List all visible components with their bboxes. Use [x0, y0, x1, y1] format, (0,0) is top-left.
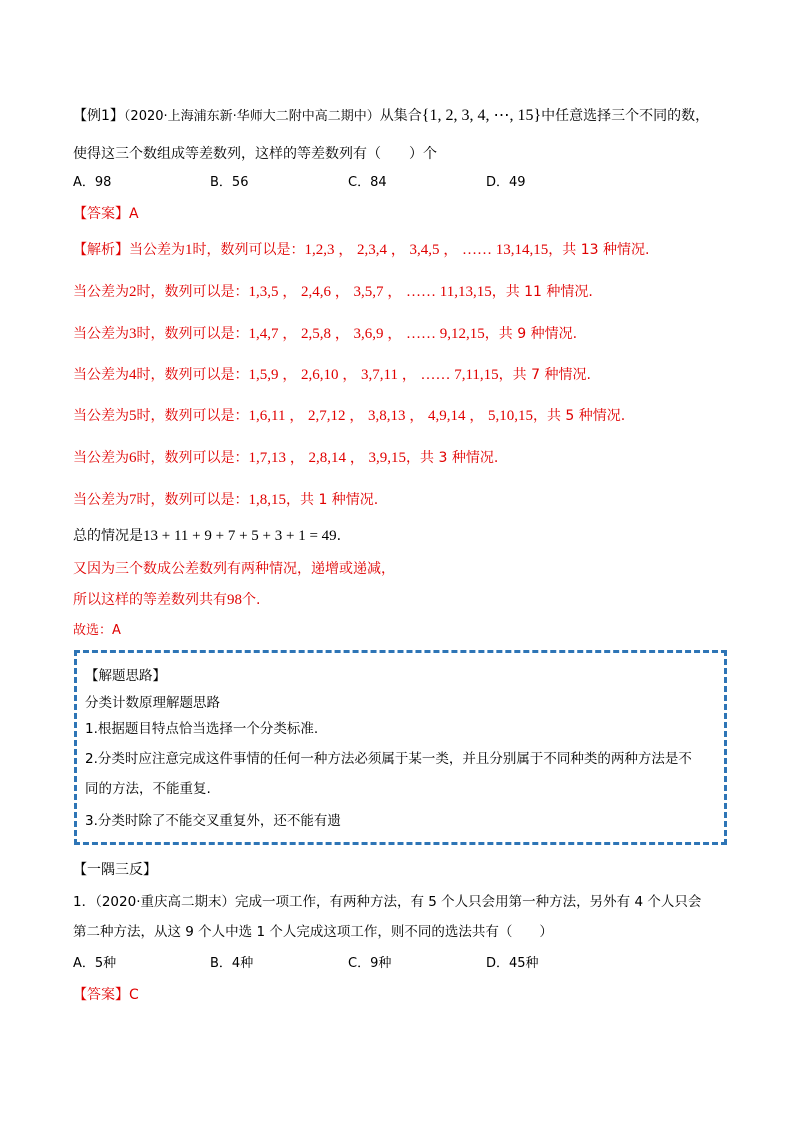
- analysis-mid: 时，数列可以是：: [136, 326, 249, 342]
- analysis-pre: 当公差为: [73, 326, 129, 342]
- analysis-d: 1: [185, 242, 193, 258]
- example1-option-b: B．56: [210, 175, 249, 190]
- analysis-line-6: [73, 448, 498, 468]
- total-pre: 总的情况是: [73, 528, 143, 544]
- practice-heading: 【一隅三反】: [73, 862, 157, 878]
- analysis-post: ，共 13 种情况.: [548, 242, 650, 258]
- example1-option-a: A．98: [73, 175, 112, 190]
- analysis-post: ，共 9 种情况.: [484, 326, 578, 342]
- analysis-mid: 时，数列可以是：: [136, 367, 249, 383]
- analysis-mid: 时，数列可以是：: [192, 242, 305, 258]
- analysis-d: 7: [129, 492, 137, 508]
- analysis-total: [73, 526, 341, 546]
- analysis-seqs: 1,8,15: [248, 492, 286, 508]
- analysis-d: 4: [129, 367, 137, 383]
- answer-value: A: [129, 206, 139, 222]
- example1-stem-a: 从集合: [379, 108, 422, 124]
- analysis-pre: 当公差为: [73, 367, 129, 383]
- analysis-pre: 当公差为: [73, 492, 129, 508]
- example1-stem-b: 中任意选择三个不同的数，: [541, 108, 710, 124]
- tips-item-2-cont: 同的方法，不能重复.: [85, 781, 211, 797]
- analysis-post: ，共 1 种情况.: [286, 492, 379, 508]
- example1-option-c: C．84: [348, 175, 387, 190]
- analysis-d: 5: [129, 408, 137, 424]
- total-post: .: [336, 528, 342, 544]
- practice-answer-value: C: [129, 987, 139, 1003]
- analysis-seqs: 1,6,11 ， 2,7,12 ， 3,8,13 ， 4,9,14 ， 5,10,15: [248, 408, 533, 424]
- analysis-post: ，共 11 种情况.: [491, 284, 593, 300]
- analysis-seqs: 1,4,7 ， 2,5,8 ， 3,6,9 ， …… 9,12,15: [248, 326, 485, 342]
- analysis-d: 6: [129, 450, 137, 466]
- analysis-mid: 时，数列可以是：: [136, 450, 249, 466]
- analysis-line-2: [73, 282, 593, 302]
- analysis-pre: 当公差为: [129, 242, 185, 258]
- analysis-pre: 当公差为: [73, 450, 129, 466]
- tips-title: 【解题思路】: [85, 668, 166, 684]
- analysis-label: 【解析】: [73, 242, 129, 258]
- analysis-pre: 当公差为: [73, 284, 129, 300]
- example1-source: （2020·上海浦东新·华师大二附中高二期中）: [123, 109, 380, 124]
- practice-option-c: C．9种: [348, 956, 392, 971]
- final-number: 98: [227, 592, 242, 608]
- analysis-line-5: [73, 406, 625, 426]
- analysis-seqs: 1,2,3 ， 2,3,4 ， 3,4,5 ， …… 13,14,15: [304, 242, 549, 258]
- practice-option-b: B．4种: [210, 956, 254, 971]
- example1-label: 【例1】: [73, 108, 124, 124]
- example1-answer: [73, 204, 139, 224]
- solution-tips-box: [74, 650, 727, 845]
- tips-item-1: 1.根据题目特点恰当选择一个分类标准.: [85, 721, 319, 737]
- analysis-line-1: [73, 240, 649, 260]
- tips-item-2: 2.分类时应注意完成这件事情的任何一种方法必须属于某一类，并且分别属于不同种类的两种方法是不: [85, 751, 692, 767]
- practice-option-a: A．5种: [73, 956, 117, 971]
- final-post: 个.: [242, 592, 261, 608]
- analysis-seqs: 1,3,5 ， 2,4,6 ， 3,5,7 ， …… 11,13,15: [248, 284, 492, 300]
- analysis-d: 2: [129, 284, 137, 300]
- example1-stem-line2: 使得这三个数组成等差数列，这样的等差数列有（ ）个: [73, 146, 437, 162]
- practice-answer-label: 【答案】: [73, 987, 129, 1003]
- analysis-double-line: 又因为三个数成公差数列有两种情况，递增或递减，: [73, 561, 395, 577]
- analysis-choose: 故选：A: [73, 623, 121, 638]
- analysis-line-3: [73, 324, 577, 344]
- example1-stem-line1: [73, 106, 709, 127]
- analysis-mid: 时，数列可以是：: [136, 408, 249, 424]
- analysis-final: [73, 590, 260, 610]
- practice-q1-line2: 第二种方法，从这 9 个人中选 1 个人完成这项工作，则不同的选法共有（ ）: [73, 924, 553, 940]
- practice-option-d: D．45种: [486, 956, 539, 971]
- analysis-d: 3: [129, 326, 137, 342]
- analysis-seqs: 1,7,13 ， 2,8,14 ， 3,9,15: [248, 450, 407, 466]
- analysis-seqs: 1,5,9 ， 2,6,10 ， 3,7,11 ， …… 7,11,15: [248, 367, 499, 383]
- analysis-line-4: [73, 365, 591, 385]
- practice-answer: [73, 985, 139, 1005]
- analysis-pre: 当公差为: [73, 408, 129, 424]
- analysis-post: ，共 3 种情况.: [406, 450, 499, 466]
- analysis-line-7: [73, 490, 378, 510]
- analysis-post: ，共 5 种情况.: [532, 408, 626, 424]
- tips-item-3: 3.分类时除了不能交叉重复外，还不能有遗: [85, 813, 341, 829]
- answer-label: 【答案】: [73, 206, 129, 222]
- example1-set: {1, 2, 3, 4, ⋯, 15}: [421, 107, 542, 124]
- practice-q1-line1: 1．（2020·重庆高二期末）完成一项工作，有两种方法，有 5 个人只会用第一种方法，另外有 4 个人只会: [73, 894, 702, 910]
- tips-subtitle: 分类计数原理解题思路: [85, 695, 220, 711]
- analysis-mid: 时，数列可以是：: [136, 284, 249, 300]
- example1-option-d: D．49: [486, 175, 526, 190]
- final-pre: 所以这样的等差数列共有: [73, 592, 227, 608]
- total-expression: 13 + 11 + 9 + 7 + 5 + 3 + 1 = 49: [143, 528, 337, 544]
- analysis-post: ，共 7 种情况.: [498, 367, 591, 383]
- analysis-mid: 时，数列可以是：: [136, 492, 249, 508]
